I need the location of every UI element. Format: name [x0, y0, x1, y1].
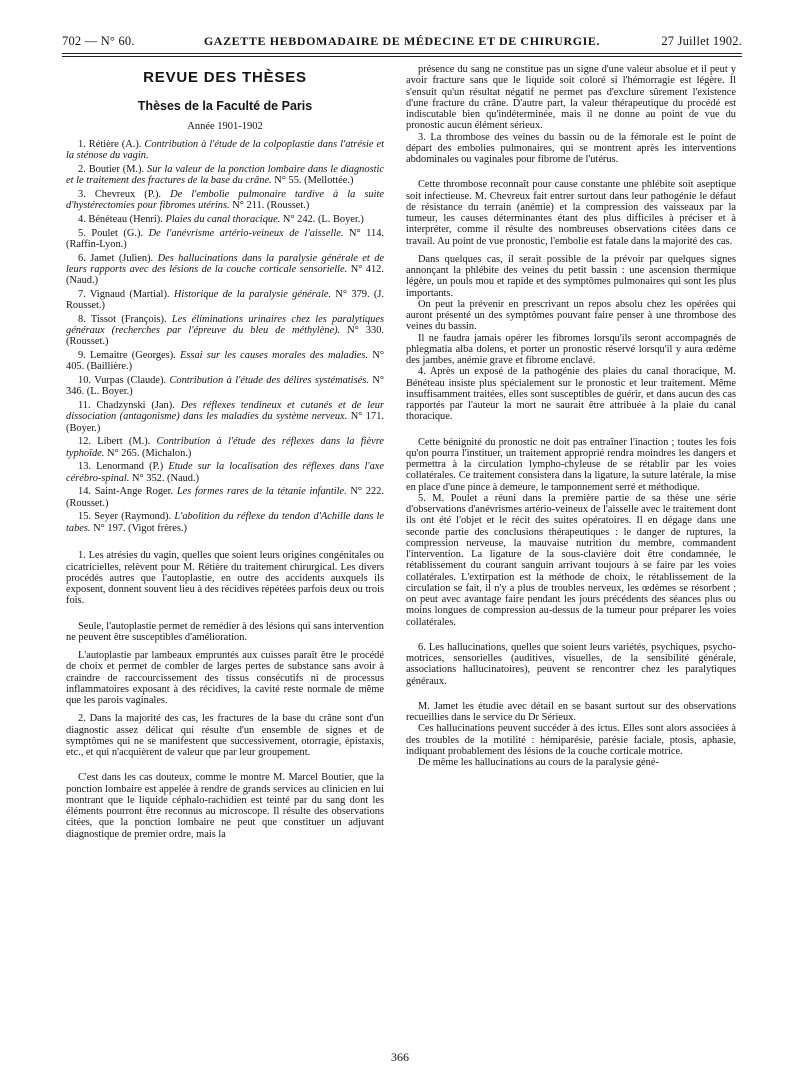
thesis-entry [66, 400, 384, 434]
thesis-entry [66, 511, 384, 534]
thesis-title: Contribution à l'étude des délires systématisés. [169, 375, 369, 386]
thesis-reference: N° 222. (Rousset.) [66, 486, 384, 509]
thesis-reference: N° 171. (Boyer.) [66, 411, 384, 434]
paragraph-spacer [66, 706, 384, 713]
thesis-title: Plaies du canal thoracique. [165, 213, 281, 225]
thesis-author: 8. Tissot (François). [78, 313, 167, 325]
thesis-entry [66, 436, 384, 459]
paragraph: Ces hallucinations peuvent succéder à des ictus. Elles sont alors associées à des troubles de la motilité : hémiparésie, parésie faciale, ptosis, aphasie, indiquant probablement des lésions de la couche corticale motrice. [406, 723, 736, 757]
paragraph-spacer [406, 165, 736, 179]
thesis-author: 7. Vignaud (Martial). [78, 288, 170, 300]
thesis-author: 2. Boutier (M.). [78, 163, 145, 175]
thesis-author: 1. Rétière (A.). [78, 138, 142, 150]
paragraph: On peut la prévenir en prescrivant un repos absolu chez les opérées qui auront présenté un des symptômes pouvant faire penser à une thrombose des veines du bassin. [406, 298, 736, 333]
paragraph: Seule, l'autoplastie permet de remédier à des lésions qui sans intervention ne peuvent être susceptibles d'amélioration. [66, 620, 384, 643]
paragraph: C'est dans les cas douteux, comme le montre M. Marcel Boutier, que la ponction lombaire est appelée à rendre de grands services au clinicien en lui montrant que le liquide céphalo-rachidien est teinté par du sang dont les éléments pourront être reconnus au microscope. Il résulte des observations citées, que la ponction lombaire ne peut que constituer un adjuvant diagnostique de premier ordre, mais la [66, 772, 384, 840]
issue-date: 27 Juillet 1902. [661, 34, 742, 48]
thesis-title: Des réflexes tendineux et cutanés et de leur dissociation (antagonisme) dans les maladies du système nerveux. [66, 400, 384, 423]
paragraph: Cette thrombose reconnaît pour cause constante une phlébite soit aseptique soit infectieuse. M. Chevreux fait entrer surtout dans leur pathogénie le défaut de résistance du terrain (anémie) et la compression des vaisseaux par la tumeur, les causes déterminantes étant des plus difficiles à préciser et à interpréter, comme il résulte des nombreuses observations citées dans ce travail. Au point de vue pronostic, l'embolie est fatale dans la majorité des cas. [406, 179, 736, 247]
thesis-author: 9. Lemaitre (Georges). [78, 350, 176, 361]
header-rule-thick [62, 56, 742, 57]
paragraph-spacer [66, 758, 384, 772]
thesis-entry [66, 375, 384, 398]
thesis-reference: N° 114. (Raffin-Lyon.) [66, 227, 384, 250]
thesis-entry [66, 314, 384, 348]
thesis-author: 14. Saint-Ange Roger. [78, 486, 174, 498]
paragraph: Il ne faudra jamais opérer les fibromes lorsqu'ils seront accompagnés de phlegmatia alba dolens, et porter un pronostic réservé lorsqu'il y aura œdème des jambes, anémie grave et fibrome enclavé. [406, 332, 736, 366]
paragraph: Cette bénignité du pronostic ne doit pas entraîner l'inaction ; toutes les fois qu'on pourra l'instituer, un traitement approprié rendra moindres les dangers et permettra à la circulation lympho-chyleuse de se rétablir par les voies collatérales. Ce traitement consistera dans la ligature, la suture latérale, la mise en place d'une pince à demeure, le tamponnement serré et méthodique. [406, 436, 736, 493]
page-issue-number: 702 — N° 60. [62, 34, 135, 48]
faculty-title: Thèses de la Faculté de Paris [137, 99, 313, 114]
thesis-title: Contribution à l'étude des réflexes dans la fièvre typhoïde. [66, 436, 384, 459]
thesis-reference: N° 330. (Rousset.) [66, 325, 384, 348]
thesis-author: 11. Chadzynski (Jan). [78, 400, 175, 411]
left-column [66, 64, 384, 840]
thesis-title: Sur la valeur de la ponction lombaire dans le diagnostic et le traitement des fractures de la base du crâne. [66, 163, 384, 186]
thesis-reference: N° 346. (L. Boyer.) [66, 375, 384, 398]
thesis-title: De l'embolie pulmonaire tardive à la suite d'hystérectomies pour fibromes utérins. [66, 188, 384, 211]
thesis-author: 12. Libert (M.). [78, 436, 151, 448]
thesis-title: Contribution à l'étude de la colpoplastie dans l'atrésie et la sténose du vagin. [66, 138, 384, 161]
right-review-text [406, 64, 736, 768]
thesis-title: Des hallucinations dans la paralysie générale et de leurs rapports avec des lésions de la couche corticale sensorielle. [66, 252, 385, 275]
running-header [62, 34, 742, 50]
thesis-title: L'abolition du réflexe du tendon d'Achille dans le tabes. [66, 511, 384, 534]
thesis-list [66, 139, 384, 534]
thesis-entry [66, 289, 384, 312]
thesis-reference: N° 265. (Michalon.) [107, 447, 192, 459]
thesis-entry [66, 214, 384, 225]
thesis-reference: N° 197. (Vigot frères.) [93, 522, 187, 534]
header-rule [62, 53, 742, 54]
thesis-title: De l'anévrisme artério-veineux de l'aisselle. [148, 227, 344, 239]
academic-year: Année 1901-1902 [187, 120, 263, 132]
paragraph-spacer [406, 628, 736, 642]
paragraph: 5. M. Poulet a réuni dans la première partie de sa thèse une série d'observations d'anévrismes artério-veineux de l'aisselle avec le traitement dont ils ont été l'objet et le récit des suites opératoires. Il en dégage dans une seconde partie des conclusions thérapeutiques : le danger de ruptures, la compression nerveuse, la mauvaise nutrition du membre, commandent l'intervention. La ligature de la sous-clavière doit être condamnée, le rétablissement du courant sanguin arrivant toujours à se faire par les voies collatérales. L'extirpation est la méthode de choix, le rétablissement de la circulation se fait, il n'y a plus de troubles nerveux, les œdèmes se résorbent ; on peut avec avantage faire pendant les jours précédents des séances plus ou moins longues de compression au-dessus de la tumeur pour préparer les voies collatérales. [406, 492, 736, 628]
paragraph-spacer [406, 247, 736, 254]
paragraph-spacer [66, 643, 384, 650]
paragraph: présence du sang ne constitue pas un signe d'une valeur absolue et il peut y avoir fracture sans que le liquide soit coloré si l'hémorragie est légère. Il s'ensuit qu'un résultat négatif ne permet pas d'exclure sûrement l'existence d'une fracture du crâne. D'autre part, la valeur thérapeutique du procédé est indiscutable bien qu'indéterminée, mais il ne donne au point de vue du pronostic aucun élément sérieux. [406, 64, 736, 132]
thesis-author: 5. Poulet (G.). [78, 227, 144, 239]
thesis-entry [66, 139, 384, 162]
thesis-title: Etude sur la localisation des réflexes dans l'axe cérébro-spinal. [66, 461, 385, 484]
right-column [406, 64, 736, 768]
page-folio: 366 [391, 1050, 409, 1064]
thesis-reference: N° 405. (Baillière.) [66, 350, 384, 373]
paragraph: 2. Dans la majorité des cas, les fractures de la base du crâne sont d'un diagnostic assez délicat qui résulte d'un ensemble de signes et de symptômes qui ne se manifestent que successivement, otorragie, épistaxis, etc., et qui n'acquièrent de valeur que par leur groupement. [66, 713, 384, 758]
thesis-entry [66, 486, 384, 509]
thesis-author: 15. Seyer (Raymond). [78, 511, 172, 523]
thesis-title: Les éliminations urinaires chez les paralytiques généraux (recherches par l'épreuve du bleu de méthylène). [66, 313, 385, 336]
thesis-reference: N° 55. (Mellottée.) [274, 175, 354, 186]
thesis-title: Les formes rares de la tétanie infantile. [176, 486, 347, 498]
spacer [66, 536, 384, 550]
paragraph: 1. Les atrésies du vagin, quelles que soient leurs origines congénitales ou cicatricielles, relèvent pour M. Rétière du traitement chirurgical. Les divers procédés autres que l'autoplastie, en outre des accidents auxquels ils exposent, donnent souvent lieu à des récidives répétées parfois deux ou trois fois. [66, 550, 384, 607]
paragraph: M. Jamet les étudie avec détail en se basant surtout sur des observations recueillies dans le service du Dr Sérieux. [406, 700, 736, 723]
paragraph-spacer [66, 607, 384, 621]
paragraph: L'autoplastie par lambeaux empruntés aux cuisses paraît être le procédé de choix et permet de combler de larges pertes de substance sans avoir à craindre de raccourcissement des tissus consécutifs ni de processus inflammatoires exposant à des récidives, la cavité reste normale de même que les parois vaginales. [66, 650, 384, 706]
thesis-entry [66, 228, 384, 251]
thesis-reference: N° 379. (J. Rousset.) [66, 288, 385, 311]
thesis-reference: N° 211. (Rousset.) [232, 200, 310, 211]
paragraph-spacer [406, 687, 736, 701]
thesis-title: Essai sur les causes morales des maladies. [180, 350, 369, 361]
journal-title: GAZETTE HEBDOMADAIRE DE MÉDECINE ET DE CHIRURGIE. [203, 34, 601, 48]
paragraph: Dans quelques cas, il serait possible de la prévoir par quelques signes annonçant la phlébite des veines du petit bassin : une ascension thermique légère, un pouls mou et rapide et des symptômes pulmonaires qui sont les plus importants. [406, 253, 736, 299]
thesis-reference: N° 412. (Naud.) [66, 263, 384, 286]
thesis-reference: N° 352. (Naud.) [132, 472, 200, 484]
thesis-author: 6. Jamet (Julien). [78, 252, 154, 264]
thesis-author: 10. Vurpas (Claude). [78, 375, 167, 386]
thesis-entry [66, 461, 384, 484]
paragraph: 6. Les hallucinations, quelles que soient leurs variétés, psychiques, psycho-motrices, sensorielles (auditives, visuelles, de la sensibilité générale, associations hallucinatoires), peuvent se rencontrer chez les paralytiques généraux. [406, 641, 736, 687]
thesis-author: 13. Lenormand (P.) [78, 461, 164, 473]
thesis-entry [66, 164, 384, 187]
paragraph: 3. La thrombose des veines du bassin ou de la fémorale est le point de départ des embolies pulmonaires, qui se montrent après les interventions abdominales ou vaginales pour fibrome de l'utérus. [406, 131, 736, 165]
thesis-entry [66, 253, 384, 287]
paragraph: De même les hallucinations au cours de la paralysie géné- [418, 757, 659, 768]
thesis-author: 3. Chevreux (P.). [78, 188, 162, 200]
paragraph: 4. Après un exposé de la pathogénie des plaies du canal thoracique, M. Bénéteau insiste plus spécialement sur le pronostic et leur traitement. Même insuffisamment traitées, elles sont susceptibles de guérir, et dans aucun des cas rapportés par l'auteur la mort ne saurait être attribuée à la plaie du canal thoracique. [406, 366, 736, 423]
paragraph-spacer [406, 423, 736, 437]
thesis-entry [66, 189, 384, 212]
thesis-title: Historique de la paralysie générale. [173, 288, 332, 300]
left-review-text [66, 550, 384, 840]
section-title: REVUE DES THÈSES [143, 69, 307, 86]
thesis-author: 4. Bénéteau (Henri). [78, 213, 163, 225]
thesis-reference: N° 242. (L. Boyer.) [282, 213, 364, 225]
thesis-entry [66, 350, 384, 373]
